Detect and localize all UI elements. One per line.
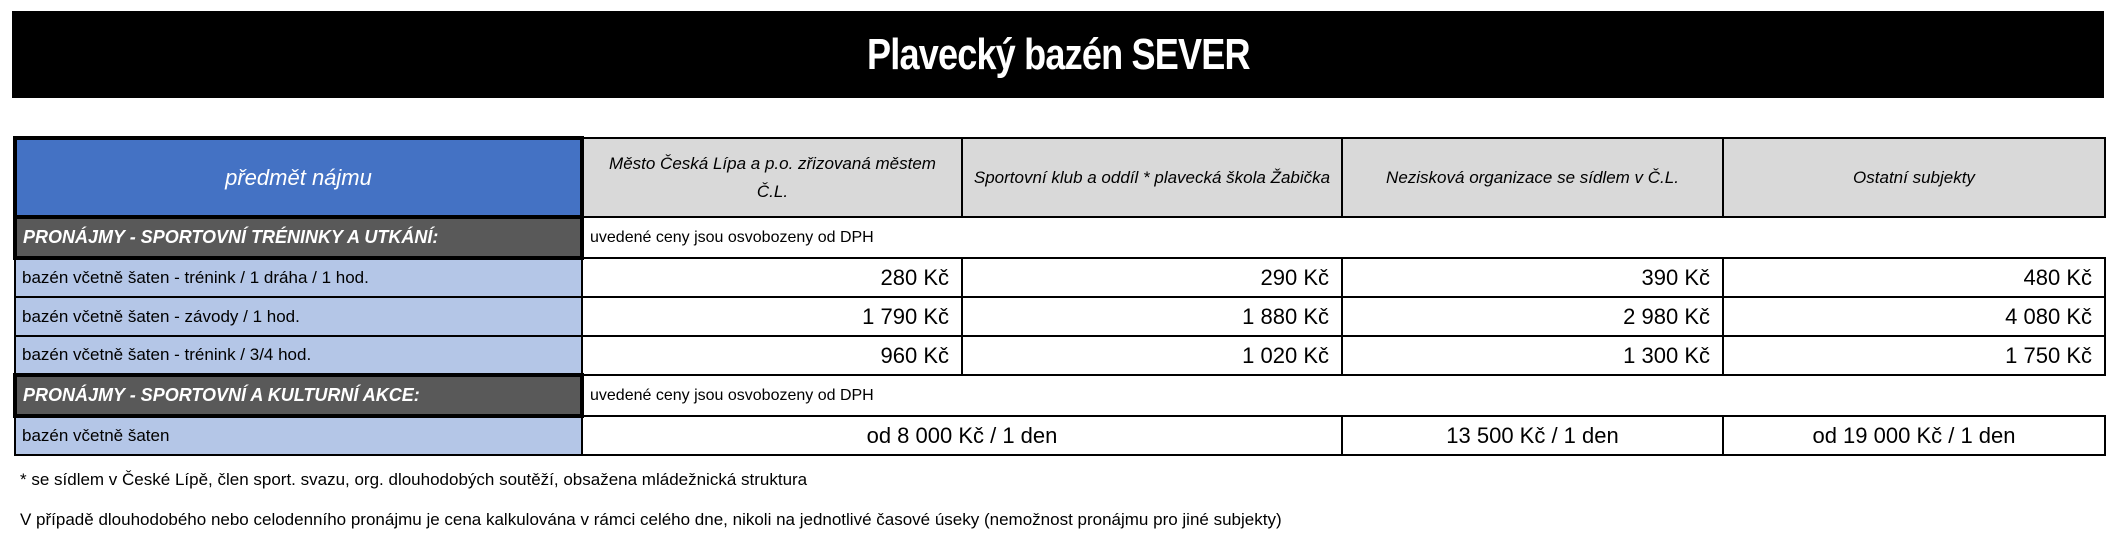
row-label: bazén včetně šaten - závody / 1 hod. (15, 297, 582, 336)
price-table (13, 136, 2106, 456)
title-text: Plavecký bazén SEVER (866, 29, 1250, 79)
section-label: PRONÁJMY - SPORTOVNÍ A KULTURNÍ AKCE: (15, 375, 582, 416)
header-nonprofit: Nezisková organizace se sídlem v Č.L. (1342, 138, 1723, 217)
table-row (15, 416, 2105, 455)
header-subject: předmět nájmu (15, 138, 582, 217)
table-row (15, 297, 2105, 336)
price-cell: 4 080 Kč (1723, 297, 2105, 336)
price-cell: od 8 000 Kč / 1 den (582, 416, 1342, 455)
price-cell: 1 790 Kč (582, 297, 962, 336)
price-cell: 390 Kč (1342, 258, 1723, 297)
price-cell: 1 020 Kč (962, 336, 1342, 375)
header-city: Město Česká Lípa a p.o. zřizovaná městem Č.L. (582, 138, 962, 217)
header-other: Ostatní subjekty (1723, 138, 2105, 217)
vat-note: uvedené ceny jsou osvobozeny od DPH (590, 228, 874, 246)
price-cell: 290 Kč (962, 258, 1342, 297)
header-sport-club: Sportovní klub a oddíl * plavecká škola Žabička (962, 138, 1342, 217)
price-cell: 1 880 Kč (962, 297, 1342, 336)
vat-note: uvedené ceny jsou osvobozeny od DPH (590, 386, 874, 404)
price-cell: 960 Kč (582, 336, 962, 375)
price-cell: 1 300 Kč (1342, 336, 1723, 375)
page-title (12, 11, 2104, 98)
price-cell: 1 750 Kč (1723, 336, 2105, 375)
price-cell: 480 Kč (1723, 258, 2105, 297)
price-cell: od 19 000 Kč / 1 den (1723, 416, 2105, 455)
section-label: PRONÁJMY - SPORTOVNÍ TRÉNINKY A UTKÁNÍ: (15, 217, 582, 258)
row-label: bazén včetně šaten - trénink / 1 dráha / 1 hod. (15, 258, 582, 297)
price-cell: 280 Kč (582, 258, 962, 297)
footnote-asterisk: * se sídlem v České Lípě, člen sport. svazu, org. dlouhodobých soutěží, obsažena mládežnická struktura (20, 470, 808, 489)
footnote-long-term: V případě dlouhodobého nebo celodenního pronájmu je cena kalkulována v rámci celého dne, nikoli na jednotlivé časové úseky (nemožnost pronájmu pro jiné subjekty) (20, 510, 1282, 529)
row-label: bazén včetně šaten - trénink / 3/4 hod. (15, 336, 582, 375)
price-cell: 13 500 Kč / 1 den (1342, 416, 1723, 455)
price-cell: 2 980 Kč (1342, 297, 1723, 336)
section-row (15, 217, 2105, 258)
header-row (15, 138, 2105, 217)
section-row (15, 375, 2105, 416)
table-row (15, 258, 2105, 297)
row-label: bazén včetně šaten (15, 416, 582, 455)
table-row (15, 336, 2105, 375)
